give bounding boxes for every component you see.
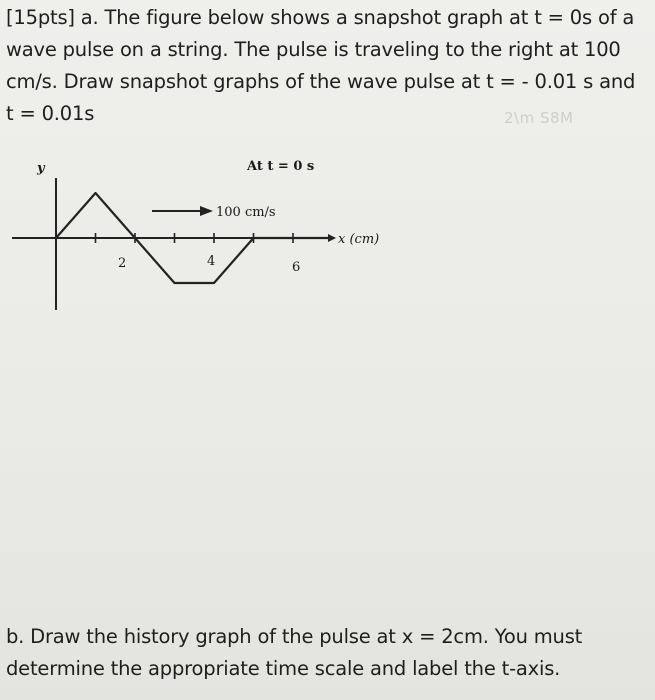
bleed-through-text: 2\m S8M (504, 109, 574, 127)
part-a-line-2: wave pulse on a string. The pulse is traveling to the right at 100 (6, 38, 621, 61)
velocity-arrow-head (200, 206, 213, 216)
velocity-label: 100 cm/s (216, 205, 276, 220)
x-axis-label: x (cm) (338, 232, 380, 247)
snapshot-graph (0, 150, 400, 320)
part-a-line-3: cm/s. Draw snapshot graphs of the wave pulse at t = - 0.01 s and (6, 70, 636, 93)
y-axis-label: y (37, 161, 45, 176)
tick-label-4: 4 (207, 254, 216, 269)
part-b-line-1: b. Draw the history graph of the pulse at x = 2cm. You must (6, 625, 583, 648)
snapshot-graph-figure (0, 150, 400, 320)
tick-label-6: 6 (292, 260, 301, 275)
time-label: At t = 0 s (247, 159, 315, 174)
problem-part-b-text (6, 621, 646, 685)
part-a-line-4: t = 0.01s (6, 102, 95, 125)
part-a-line-1: [15pts] a. The figure below shows a snapshot graph at t = 0s of a (6, 6, 635, 29)
tick-label-2: 2 (118, 256, 127, 271)
part-b-line-2: determine the appropriate time scale and label the t-axis. (6, 657, 561, 680)
